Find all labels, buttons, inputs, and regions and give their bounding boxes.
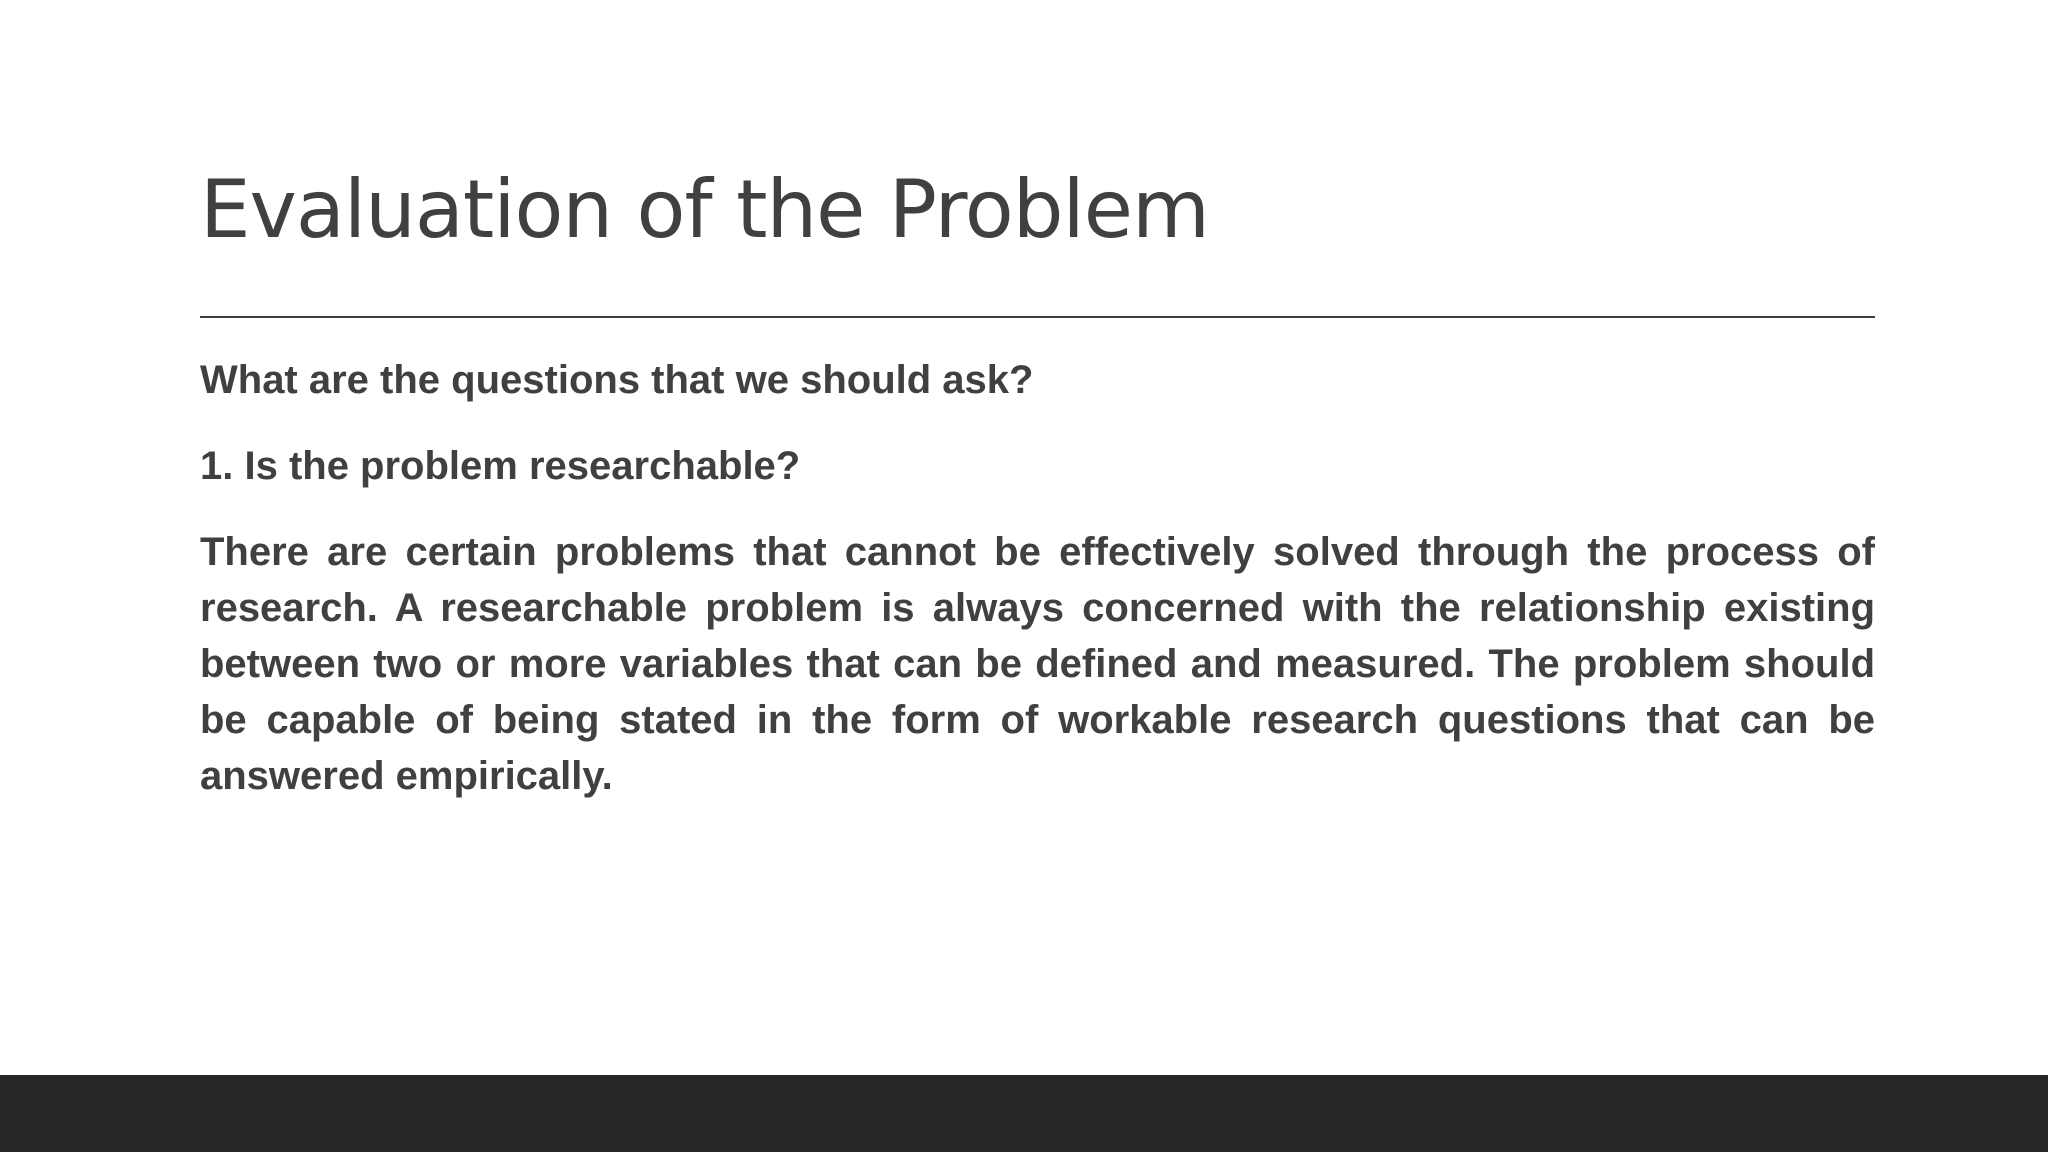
footer-bar [0, 1075, 2048, 1152]
slide-body [200, 352, 1875, 844]
slide-title: Evaluation of the Problem [200, 163, 1209, 256]
explanation-paragraph: There are certain problems that cannot be effectively solved through the process of research. A researchable problem is always concerned with the relationship existing between two or more variables that can be defined and measured. The problem should be capable of being stated in the form of workable research questions that can be answered empirically. [200, 530, 1875, 798]
question-intro: What are the questions that we should ask? [200, 358, 1034, 402]
title-divider [200, 316, 1875, 318]
question-1: 1. Is the problem researchable? [200, 444, 801, 488]
